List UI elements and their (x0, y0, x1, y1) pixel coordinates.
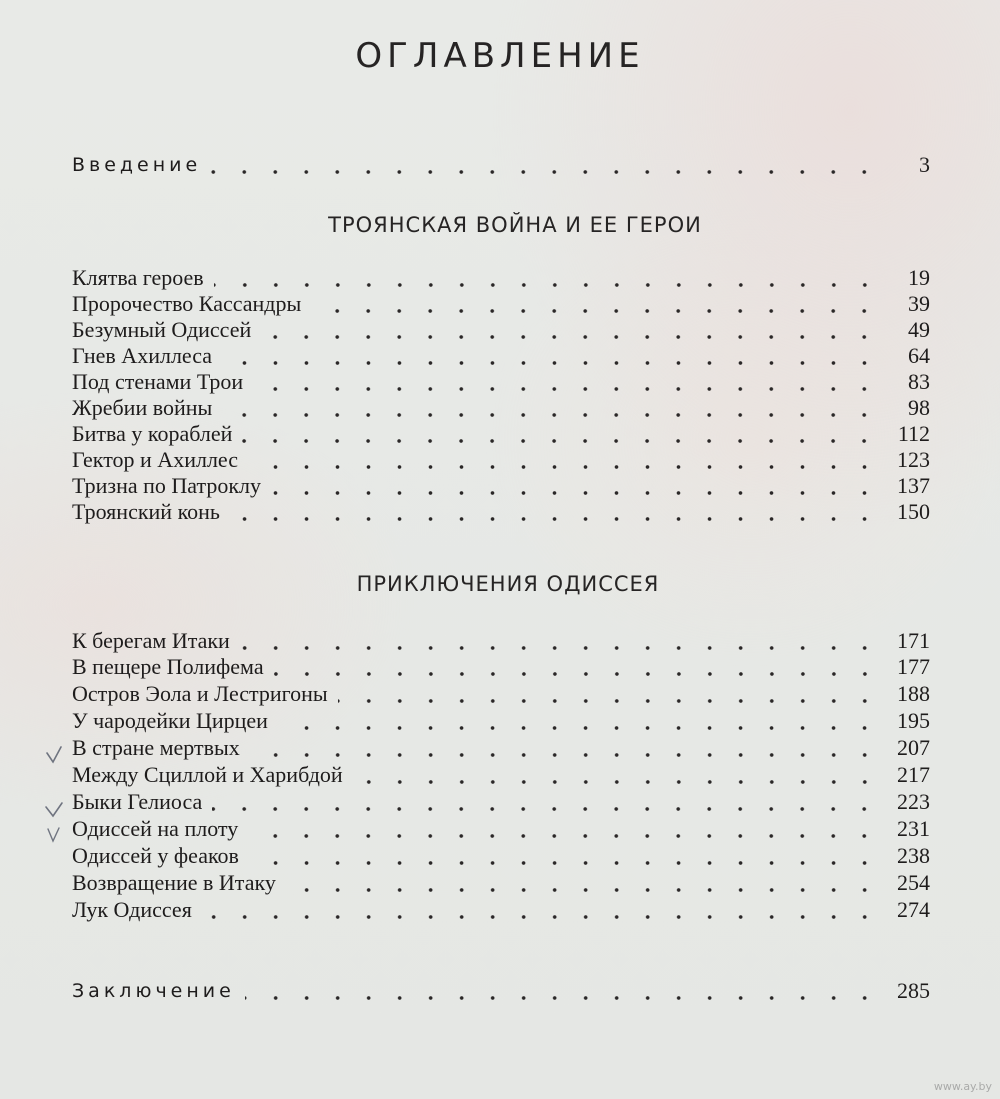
entry-page-number: 3 (919, 152, 930, 177)
entry-page-number: 274 (897, 897, 930, 922)
toc-entry-conclusion (72, 978, 930, 1004)
pencil-check-mark (44, 799, 66, 821)
entry-label: Остров Эола и Лестригоны (72, 681, 328, 706)
entry-page-number: 285 (897, 978, 930, 1003)
watermark: www.ay.by (933, 1080, 992, 1093)
entry-label: У чародейки Цирцеи (72, 708, 268, 733)
entry-label: Быки Гелиоса (72, 789, 203, 814)
toc-entry (72, 789, 930, 815)
dot-leader (286, 870, 882, 896)
entry-label: Клятва героев (72, 265, 204, 290)
entry-label: Между Сциллой и Харибдой (72, 762, 343, 787)
dot-leader (230, 499, 882, 525)
toc-entry (72, 343, 930, 369)
entry-label: Безумный Одиссей (72, 317, 252, 342)
entry-label: Тризна по Патроклу (72, 473, 262, 498)
toc-entry (72, 816, 930, 842)
entry-page-number: 195 (897, 708, 930, 733)
entry-page-number: 188 (897, 681, 930, 706)
entry-page-number: 223 (897, 789, 930, 814)
dot-leader (222, 343, 882, 369)
dot-leader (248, 447, 882, 473)
toc-entry (72, 473, 930, 499)
dot-leader (311, 291, 882, 317)
dot-leader (245, 978, 882, 1004)
entry-page-number: 254 (897, 870, 930, 895)
entry-page-number: 137 (897, 473, 930, 498)
dot-leader (211, 152, 882, 178)
entry-page-number: 150 (897, 499, 930, 524)
entry-page-number: 238 (897, 843, 930, 868)
entry-label: Троянский конь (72, 499, 220, 524)
entry-page-number: 39 (908, 291, 930, 316)
toc-entry-introduction (72, 152, 930, 178)
dot-leader (278, 708, 882, 734)
dot-leader (212, 789, 882, 815)
entry-page-number: 171 (897, 628, 930, 653)
entry-label: Одиссей у феаков (72, 843, 239, 868)
entry-page-number: 123 (897, 447, 930, 472)
entry-page-number: 64 (908, 343, 930, 368)
entry-label: Возвращение в Итаку (72, 870, 276, 895)
entry-label: Гнев Ахиллеса (72, 343, 213, 368)
toc-entry (72, 317, 930, 343)
entry-label: Жребии войны (72, 395, 213, 420)
dot-leader (249, 843, 882, 869)
toc-entry (72, 870, 930, 896)
entry-label: В пещере Полифема (72, 654, 264, 679)
toc-entry (72, 628, 930, 654)
dot-leader (261, 317, 882, 343)
dot-leader (248, 816, 882, 842)
toc-entry (72, 735, 930, 761)
entry-page-number: 177 (897, 654, 930, 679)
pencil-check-mark (44, 744, 66, 766)
page-title: ОГЛАВЛЕНИЕ (355, 36, 645, 76)
dot-leader (240, 628, 882, 654)
toc-entry (72, 395, 930, 421)
dot-leader (274, 654, 882, 680)
toc-entry (72, 681, 930, 707)
dot-leader (214, 265, 882, 291)
toc-entry (72, 843, 930, 869)
dot-leader (353, 762, 882, 788)
section-heading-odysseus-adventures: ПРИКЛЮЧЕНИЯ ОДИССЕЯ (356, 572, 660, 596)
entry-label: Заключение (72, 980, 235, 1002)
entry-page-number: 83 (908, 369, 930, 394)
toc-entry (72, 897, 930, 923)
toc-entry (72, 654, 930, 680)
entry-label: Пророчество Кассандры (72, 291, 302, 316)
dot-leader (253, 369, 882, 395)
dot-leader (250, 735, 882, 761)
dot-leader (202, 897, 882, 923)
entry-label: Одиссей на плоту (72, 816, 239, 841)
toc-entry (72, 265, 930, 291)
entry-label: Гектор и Ахиллес (72, 447, 238, 472)
entry-label: В стране мертвых (72, 735, 240, 760)
toc-entry (72, 499, 930, 525)
toc-entry (72, 762, 930, 788)
entry-label: К берегам Итаки (72, 628, 230, 653)
toc-entry (72, 708, 930, 734)
entry-label: Введение (72, 154, 202, 176)
entry-label: Лук Одиссея (72, 897, 192, 922)
toc-entry (72, 421, 930, 447)
section-heading-trojan-war: ТРОЯНСКАЯ ВОЙНА И ЕЕ ГЕРОИ (328, 213, 702, 237)
dot-leader (338, 681, 882, 707)
entry-page-number: 231 (897, 816, 930, 841)
entry-page-number: 19 (908, 265, 930, 290)
dot-leader (271, 473, 882, 499)
entry-page-number: 98 (908, 395, 930, 420)
entry-page-number: 207 (897, 735, 930, 760)
dot-leader (222, 395, 882, 421)
toc-entry (72, 291, 930, 317)
toc-entry (72, 369, 930, 395)
entry-page-number: 49 (908, 317, 930, 342)
pencil-check-mark (44, 823, 66, 845)
entry-label: Битва у кораблей (72, 421, 233, 446)
toc-entry (72, 447, 930, 473)
entry-page-number: 217 (897, 762, 930, 787)
entry-page-number: 112 (897, 421, 930, 446)
dot-leader (242, 421, 882, 447)
entry-label: Под стенами Трои (72, 369, 244, 394)
